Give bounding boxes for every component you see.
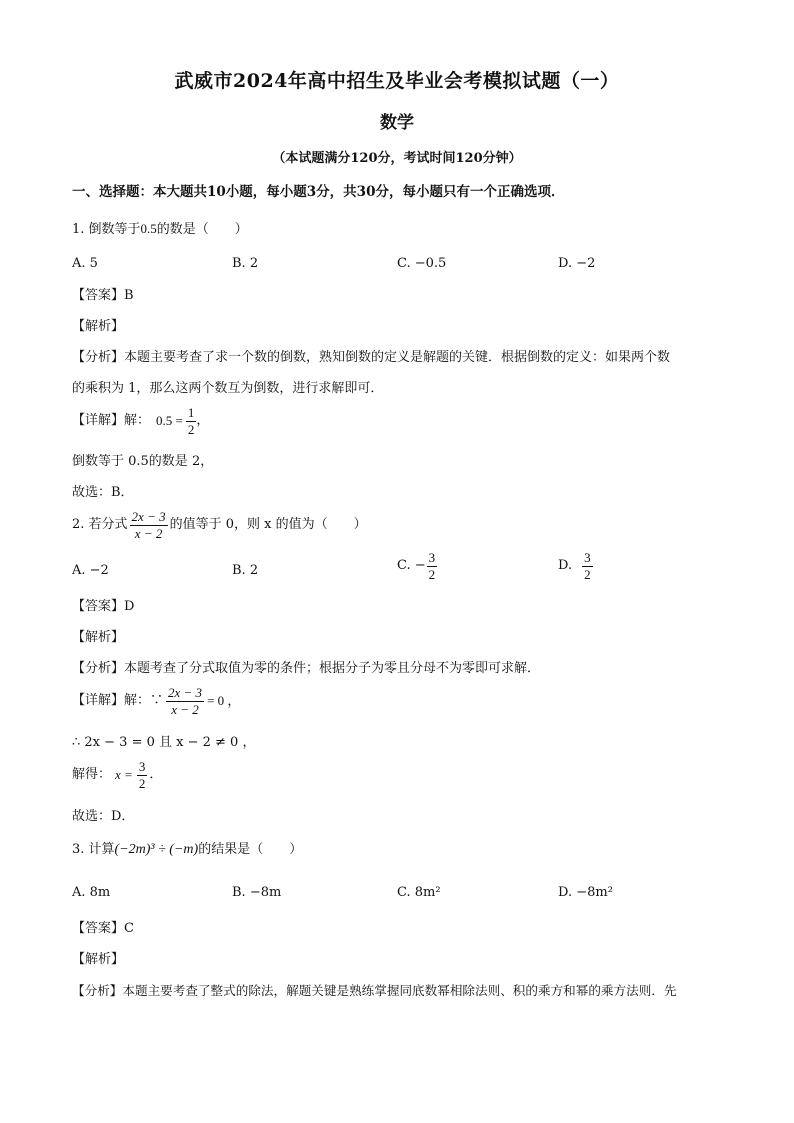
q2-choose: 故选：D． — [72, 809, 135, 824]
q1-detail-tail: ， — [196, 413, 210, 429]
exam-note: （本试题满分120分，考试时间120分钟） — [272, 151, 522, 166]
q2-stem-fraction — [130, 510, 168, 540]
q2-stem-b: 的值等于 0，则 x 的值为（ ） — [169, 517, 367, 533]
q1-detail-eq: 0.5 = — [156, 413, 183, 429]
q2-therefore: ∴ 2x − 3 = 0 且 x − 2 ≠ 0 ， — [72, 735, 256, 750]
q1-detail — [72, 406, 209, 436]
q1-stem-b: 的数是（ ） — [156, 222, 248, 237]
q3-stem-a: 3. 计算 — [72, 842, 115, 857]
q2-solve-lead: 解得： — [72, 767, 112, 783]
q2-stem-frac-num: 2x − 3 — [131, 509, 166, 524]
exam-title: 武威市2024年高中招生及毕业会考模拟试题（一） — [174, 70, 620, 92]
subject-title: 数学 — [380, 113, 414, 133]
q2-answer: 【答案】D — [72, 599, 135, 614]
q2-option-c-num: 3 — [428, 550, 436, 565]
q1-fenxi-line2: 的乘积为 1，那么这两个数互为倒数，进行求解即可． — [72, 381, 384, 396]
q2-solve-num: 3 — [138, 759, 146, 774]
q1-option-c: C. −0.5 — [397, 256, 447, 271]
q1-analysis-label: 【解析】 — [72, 319, 125, 334]
q2-detail-tail: = 0 ， — [207, 693, 241, 709]
q2-stem-frac-den: x − 2 — [134, 525, 163, 541]
q2-detail-frac-den: x − 2 — [171, 701, 199, 717]
q3-option-c: C. 8m² — [397, 885, 441, 900]
q2-option-c-prefix: C. − — [397, 558, 426, 574]
q2-option-c-fraction — [427, 551, 438, 581]
q1-option-a: A. 5 — [72, 256, 98, 271]
q1-option-b: B. 2 — [232, 256, 259, 271]
q1-detail-line2: 倒数等于 0.5的数是 2， — [72, 454, 214, 469]
q2-solve — [72, 760, 162, 790]
q3-option-d: D. −8m² — [558, 885, 613, 900]
q1-answer: 【答案】B — [72, 288, 134, 303]
question-1-stem — [72, 222, 248, 236]
q2-solve-fraction — [137, 760, 148, 790]
q2-detail-frac-num: 2x − 3 — [168, 685, 203, 700]
q2-option-d-den: 2 — [584, 566, 591, 582]
q3-fenxi: 【分析】本题主要考查了整式的除法，解题关键是熟练掌握同底数幂相除法则、积的乘方和幂的乘方法则．先 — [72, 983, 677, 998]
question-3-stem — [72, 843, 302, 857]
q2-option-a: A. −2 — [72, 563, 109, 578]
q2-option-d-fraction — [582, 551, 593, 581]
q2-solve-den: 2 — [138, 775, 146, 791]
q2-option-d-num: 3 — [584, 550, 591, 565]
q3-answer: 【答案】C — [72, 921, 134, 936]
section-heading: 一、选择题：本大题共10小题，每小题3分，共30分，每小题只有一个正确选项． — [72, 184, 565, 200]
q2-analysis-label: 【解析】 — [72, 630, 125, 645]
q2-fenxi: 【分析】本题考查了分式取值为零的条件；根据分子为零且分母不为零即可求解． — [72, 661, 541, 676]
q1-detail-frac-den: 2 — [187, 421, 195, 437]
q2-detail-lead: 【详解】解：∵ — [72, 693, 164, 709]
q3-analysis-label: 【解析】 — [72, 952, 125, 967]
q2-solve-tail: ． — [149, 767, 163, 783]
q2-option-c-den: 2 — [428, 566, 436, 582]
q1-detail-frac-num: 1 — [187, 405, 195, 420]
q1-detail-fraction — [186, 406, 197, 436]
q1-choose: 故选：B． — [72, 485, 134, 500]
q1-fenxi-line1: 【分析】本题主要考查了求一个数的倒数，熟知倒数的定义是解题的关键．根据倒数的定义：如果两个数 — [72, 350, 671, 365]
q2-option-b: B. 2 — [232, 563, 259, 578]
q3-stem-expr: (−2m)³ ÷ (−m) — [114, 842, 199, 857]
q3-option-a: A. 8m — [72, 885, 111, 900]
q2-solve-eq: x = — [115, 767, 133, 783]
q2-stem-a: 2. 若分式 — [72, 517, 128, 533]
question-2-stem — [72, 510, 367, 540]
q1-option-d: D. −2 — [558, 256, 596, 271]
q2-detail-fraction — [166, 686, 204, 716]
q2-detail — [72, 686, 240, 716]
q1-detail-lead: 【详解】解： — [72, 413, 151, 429]
q2-option-c — [397, 551, 437, 581]
q2-option-d — [558, 551, 593, 581]
q2-option-d-prefix: D. — [558, 558, 573, 574]
q1-stem-a: 1. 倒数等于 — [72, 222, 141, 237]
q1-stem-value: 0.5 — [140, 221, 157, 236]
q3-stem-b: 的结果是（ ） — [198, 842, 303, 857]
q3-option-b: B. −8m — [232, 885, 282, 900]
